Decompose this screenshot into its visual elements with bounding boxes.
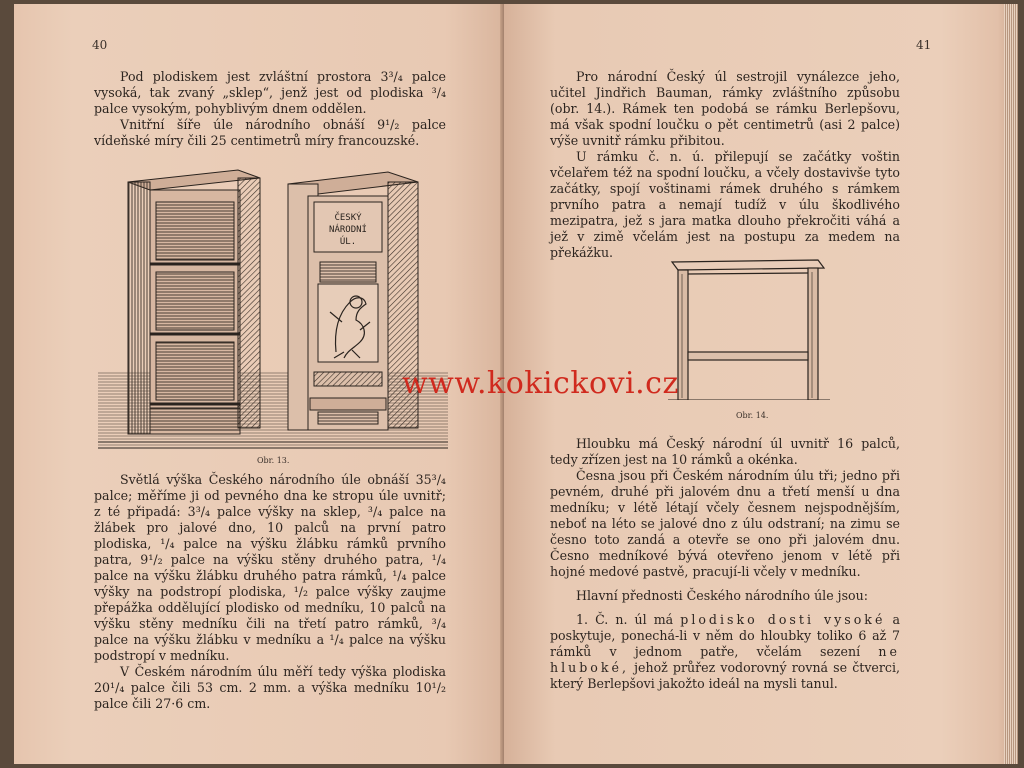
book-spread: [14, 4, 1018, 764]
hive-illustration: [98, 162, 448, 450]
right-top-text: [550, 69, 900, 261]
figure-caption: Obr. 13.: [257, 456, 290, 465]
figure-caption: Obr. 14.: [736, 411, 769, 420]
page-number-right: 41: [916, 38, 932, 52]
paragraph: Světlá výška Českého národního úle obnáší 35³/₄ palce; měříme ji od pevného dna ke stropu úle uvnitř; z té připadá: 3³/₄ palce výšky na sklep, ³/₄ palce na žlábek pro jalové dno, 10 palců na první patro plodiska, ¹/₄ palce na výšku žlábku rámků prvního patra, 9¹/₂ palce na výšku stěny druhého patra, ¹/₄ palce na výšku žlábku druhého patra rámků, ¹/₄ palce výšky na podstropí plodiska, ¹/₂ palce výšky zaujme přepážka oddělující plodisko od medníku, 10 palců na výšku stěny medníku čili na třetí patro rámků, ³/₄ palce na výšku žlábku v medníku a ¹/₄ palce na výšku podstropí v medníku.: [94, 472, 446, 663]
left-bottom-text: [94, 472, 446, 712]
frame-illustration: [668, 254, 830, 400]
hive-label: ČESKÝ: [334, 213, 362, 223]
svg-text:NÁRODNÍ: NÁRODNÍ: [329, 225, 367, 235]
paragraph: Pod plodiskem jest zvláštní prostora 3³/₄ palce vysoká, tak zvaný „sklep“, jenž jest od plodiska ³/₄ palce vysokým, pohyblivým dnem oddělen.: [94, 69, 446, 116]
svg-text:ÚL.: ÚL.: [339, 237, 357, 247]
page-number-left: 40: [92, 38, 108, 52]
paragraph: Pro národní Český úl sestrojil vynálezce jeho, učitel Jindřich Bauman, rámky zvláštního způsobu (obr. 14.). Rámek ten podobá se rámku Berlepšovu, má však spodní loučku o pět centimetrů (asi 2 palce) výše uvnitř rámku přibitou.: [550, 69, 900, 148]
paragraph: V Českém národním úlu měří tedy výška plodiska 20¹/₄ palce čili 53 cm. 2 mm. a výška medníku 10¹/₂ palce čili 27·6 cm.: [94, 664, 446, 711]
paragraph: 1. Č. n. úl má plodisko dosti vysoké a poskytuje, ponechá-li v něm do hloubky toliko 6 až 7 rámků v jednom patře, včelám sezení ne hluboké, jehož průřez vodorovný rovná se čtverci, který Berlepšovi jakožto ideál na mysli tanul.: [550, 612, 900, 691]
page-edges: [1004, 4, 1018, 764]
paragraph: Česna jsou při Českém národním úlu tři; jedno při pevném, druhé při jalovém dnu a třetí menší u dna medníku; v létě létají včely česnem nejspodnějším, neboť na léto se jalové dno z úlu odstraní; na zimu se česno toto zandá a otevře se ono při jalovém dnu. Česno medníkové bývá otevřeno jenom v létě při hojné medové pastvě, pracují-li včely v medníku.: [550, 468, 900, 579]
right-bottom-text: [550, 436, 900, 692]
left-top-text: [94, 69, 446, 149]
paragraph: Hlavní přednosti Českého národního úle jsou:: [576, 588, 868, 603]
paragraph: Hloubku má Český národní úl uvnitř 16 palců, tedy zřízen jest na 10 rámků a okénka.: [550, 436, 900, 467]
watermark-text: www.kokickovi.cz: [402, 366, 679, 401]
paragraph: U rámku č. n. ú. přilepují se začátky voštin včelařem též na spodní loučku, a včely dostavivše tyto začátky, spojí voštinami rámek druhého s rámkem prvního patra a nemají tudíž v úlu škodlivého mezipatra, jež s jara matka dlouho překročiti váhá a jež v zimě včelám jest na postupu za medem na překážku.: [550, 149, 900, 260]
paragraph: Vnitřní šíře úle národního obnáší 9¹/₂ palce vídeňské míry čili 25 centimetrů míry francouzské.: [94, 117, 446, 148]
